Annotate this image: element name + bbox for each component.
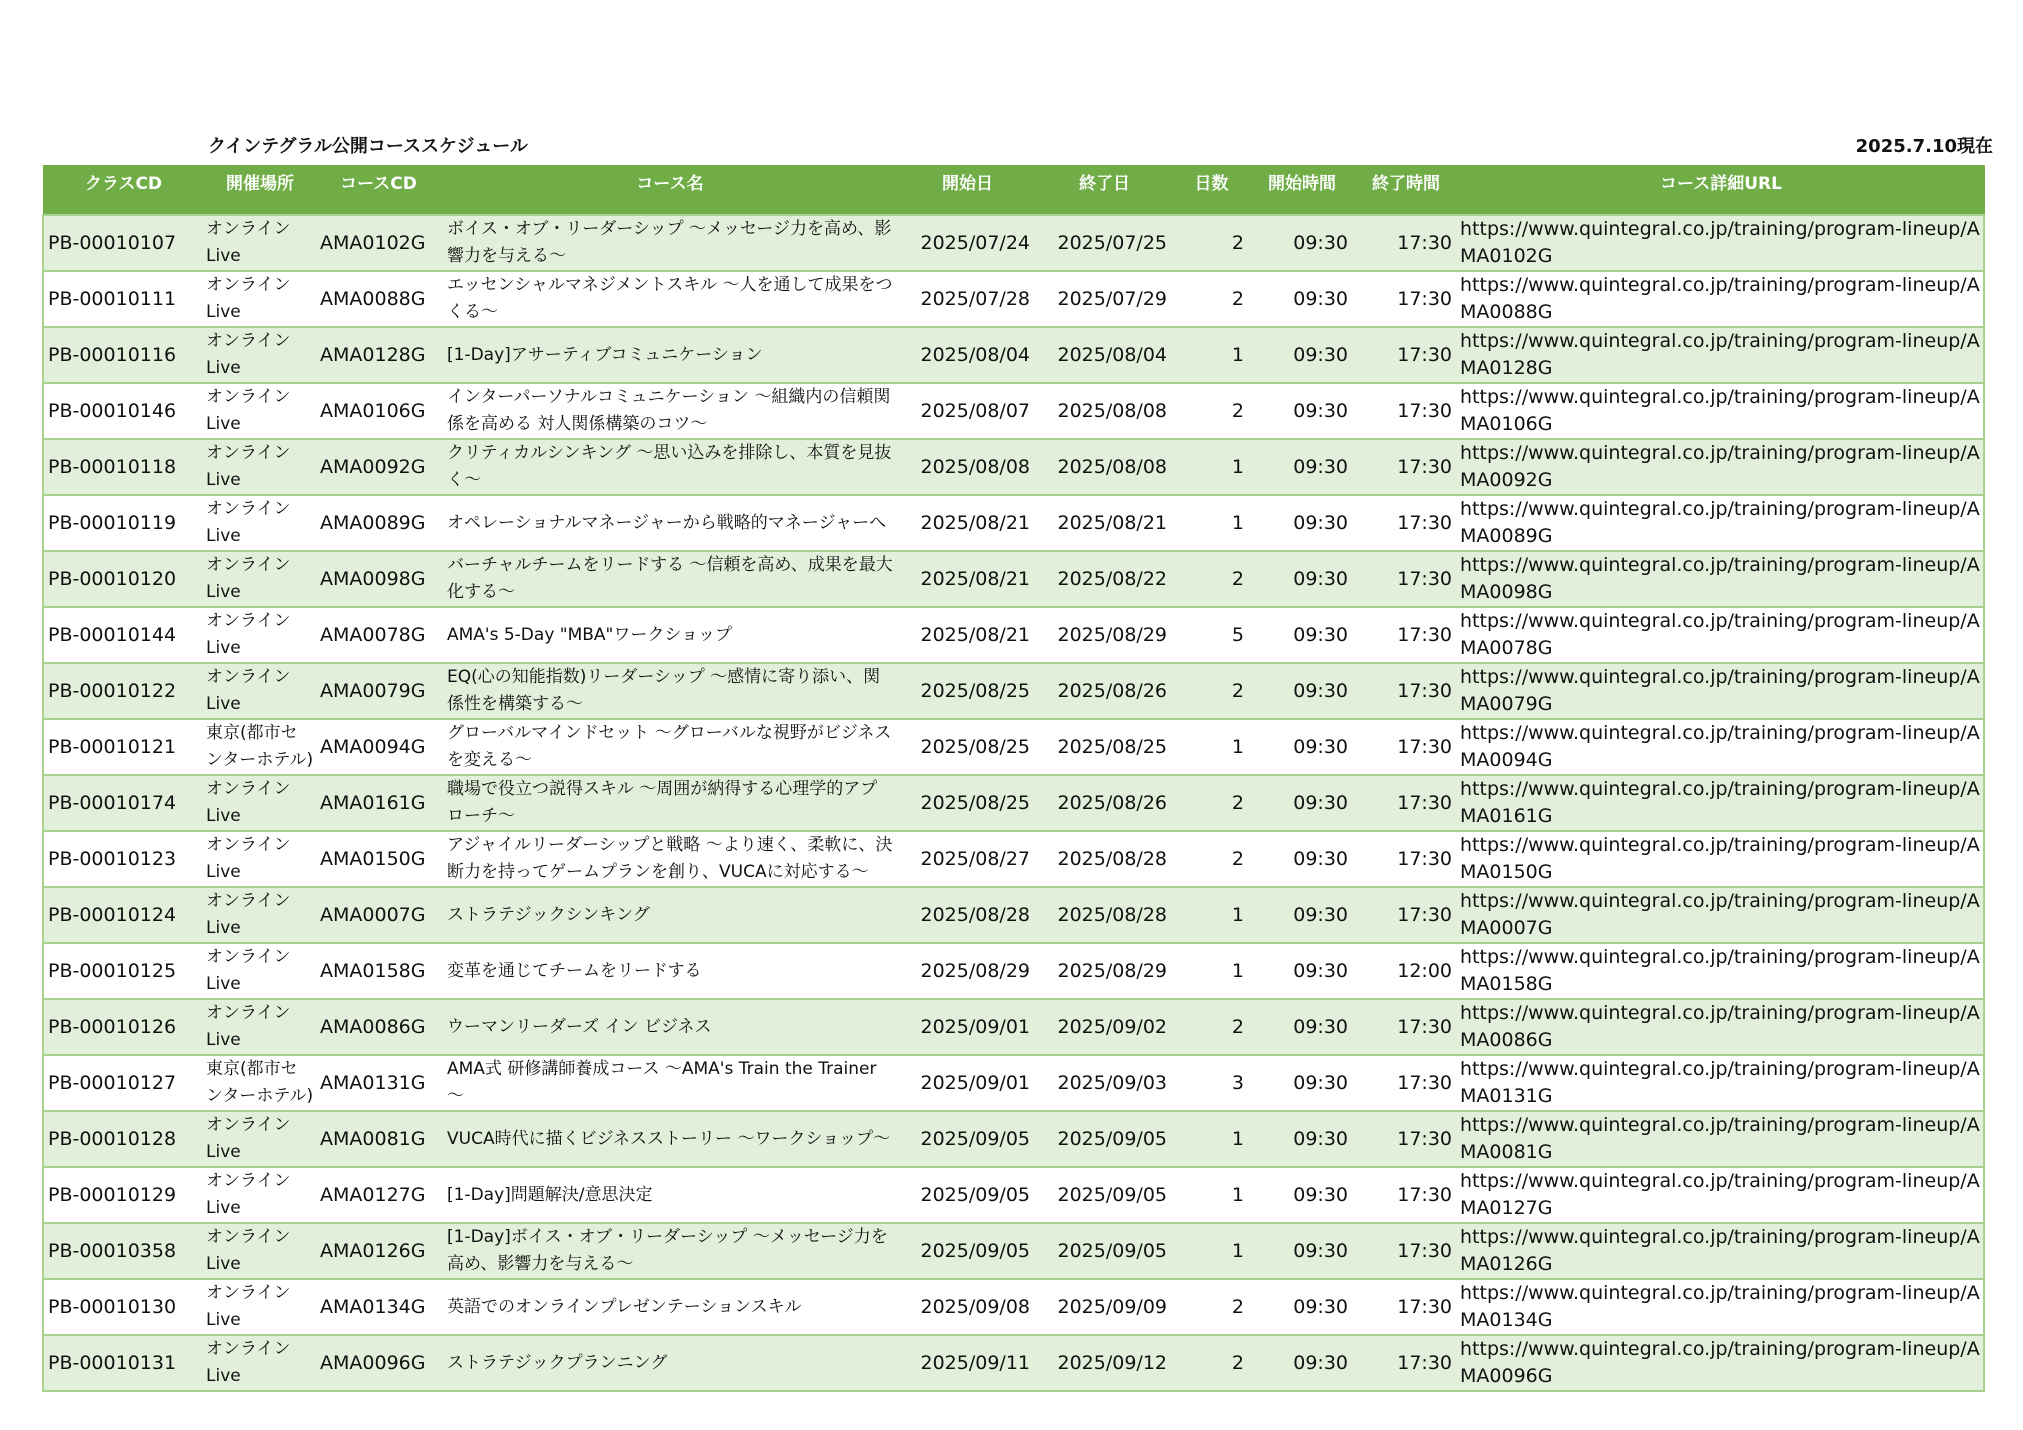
table-header-row bbox=[43, 165, 1984, 215]
start-time-cell: 09:30 bbox=[1250, 1279, 1354, 1335]
column-header-end-time: 終了時間 bbox=[1354, 165, 1458, 215]
end-time-cell: 17:30 bbox=[1354, 831, 1458, 887]
course-name-cell: バーチャルチームをリードする ～信頼を高め、成果を最大化する～ bbox=[441, 551, 899, 607]
end-date-cell: 2025/08/25 bbox=[1036, 719, 1173, 775]
end-date-cell: 2025/09/12 bbox=[1036, 1335, 1173, 1391]
days-cell: 2 bbox=[1173, 383, 1250, 439]
table-row bbox=[43, 1335, 1984, 1391]
course-url-link[interactable]: https://www.quintegral.co.jp/training/program-lineup/AMA0106G bbox=[1458, 383, 1984, 439]
end-time-cell: 12:00 bbox=[1354, 943, 1458, 999]
course-url-link[interactable]: https://www.quintegral.co.jp/training/program-lineup/AMA0081G bbox=[1458, 1111, 1984, 1167]
start-date-cell: 2025/08/28 bbox=[899, 887, 1036, 943]
column-header-venue: 開催場所 bbox=[204, 165, 316, 215]
course-cd-cell: AMA0079G bbox=[316, 663, 441, 719]
course-url-link[interactable]: https://www.quintegral.co.jp/training/program-lineup/AMA0088G bbox=[1458, 271, 1984, 327]
end-time-cell: 17:30 bbox=[1354, 887, 1458, 943]
course-cd-cell: AMA0086G bbox=[316, 999, 441, 1055]
column-header-url: コース詳細URL bbox=[1458, 165, 1984, 215]
end-date-cell: 2025/08/26 bbox=[1036, 663, 1173, 719]
start-date-cell: 2025/09/11 bbox=[899, 1335, 1036, 1391]
start-time-cell: 09:30 bbox=[1250, 999, 1354, 1055]
end-date-cell: 2025/08/28 bbox=[1036, 887, 1173, 943]
course-url-link[interactable]: https://www.quintegral.co.jp/training/program-lineup/AMA0131G bbox=[1458, 1055, 1984, 1111]
days-cell: 2 bbox=[1173, 551, 1250, 607]
start-date-cell: 2025/09/05 bbox=[899, 1167, 1036, 1223]
table-row bbox=[43, 439, 1984, 495]
course-cd-cell: AMA0150G bbox=[316, 831, 441, 887]
course-url-link[interactable]: https://www.quintegral.co.jp/training/program-lineup/AMA0126G bbox=[1458, 1223, 1984, 1279]
start-time-cell: 09:30 bbox=[1250, 495, 1354, 551]
column-header-start-date: 開始日 bbox=[899, 165, 1036, 215]
end-time-cell: 17:30 bbox=[1354, 271, 1458, 327]
end-date-cell: 2025/09/03 bbox=[1036, 1055, 1173, 1111]
table-row bbox=[43, 607, 1984, 663]
course-name-cell: EQ(心の知能指数)リーダーシップ ～感情に寄り添い、関係性を構築する～ bbox=[441, 663, 899, 719]
table-row bbox=[43, 999, 1984, 1055]
end-date-cell: 2025/08/21 bbox=[1036, 495, 1173, 551]
schedule-table bbox=[42, 165, 1985, 1392]
end-date-cell: 2025/08/26 bbox=[1036, 775, 1173, 831]
course-url-link[interactable]: https://www.quintegral.co.jp/training/program-lineup/AMA0128G bbox=[1458, 327, 1984, 383]
column-header-start-time: 開始時間 bbox=[1250, 165, 1354, 215]
start-time-cell: 09:30 bbox=[1250, 1055, 1354, 1111]
venue-cell: 東京(都市センターホテル) bbox=[204, 1055, 316, 1111]
course-name-cell: AMA式 研修講師養成コース ～AMA's Train the Trainer～ bbox=[441, 1055, 899, 1111]
start-date-cell: 2025/08/21 bbox=[899, 607, 1036, 663]
table-row bbox=[43, 831, 1984, 887]
venue-cell: オンライン Live bbox=[204, 999, 316, 1055]
table-row bbox=[43, 1223, 1984, 1279]
days-cell: 2 bbox=[1173, 1335, 1250, 1391]
days-cell: 2 bbox=[1173, 215, 1250, 271]
course-name-cell: AMA's 5-Day "MBA"ワークショップ bbox=[441, 607, 899, 663]
course-url-link[interactable]: https://www.quintegral.co.jp/training/program-lineup/AMA0150G bbox=[1458, 831, 1984, 887]
end-date-cell: 2025/07/25 bbox=[1036, 215, 1173, 271]
venue-cell: オンライン Live bbox=[204, 663, 316, 719]
start-time-cell: 09:30 bbox=[1250, 551, 1354, 607]
start-date-cell: 2025/08/25 bbox=[899, 663, 1036, 719]
end-date-cell: 2025/08/28 bbox=[1036, 831, 1173, 887]
end-time-cell: 17:30 bbox=[1354, 1111, 1458, 1167]
start-date-cell: 2025/09/01 bbox=[899, 999, 1036, 1055]
course-url-link[interactable]: https://www.quintegral.co.jp/training/program-lineup/AMA0134G bbox=[1458, 1279, 1984, 1335]
table-row bbox=[43, 775, 1984, 831]
course-name-cell: クリティカルシンキング ～思い込みを排除し、本質を見抜く～ bbox=[441, 439, 899, 495]
end-date-cell: 2025/09/02 bbox=[1036, 999, 1173, 1055]
course-name-cell: ストラテジックプランニング bbox=[441, 1335, 899, 1391]
course-url-link[interactable]: https://www.quintegral.co.jp/training/program-lineup/AMA0089G bbox=[1458, 495, 1984, 551]
class-cd-cell: PB-00010131 bbox=[43, 1335, 204, 1391]
table-row bbox=[43, 383, 1984, 439]
table-row bbox=[43, 327, 1984, 383]
class-cd-cell: PB-00010130 bbox=[43, 1279, 204, 1335]
end-time-cell: 17:30 bbox=[1354, 215, 1458, 271]
end-time-cell: 17:30 bbox=[1354, 327, 1458, 383]
course-name-cell: [1-Day]問題解決/意思決定 bbox=[441, 1167, 899, 1223]
end-time-cell: 17:30 bbox=[1354, 495, 1458, 551]
end-date-cell: 2025/09/05 bbox=[1036, 1167, 1173, 1223]
venue-cell: オンライン Live bbox=[204, 551, 316, 607]
course-name-cell: 英語でのオンラインプレゼンテーションスキル bbox=[441, 1279, 899, 1335]
class-cd-cell: PB-00010174 bbox=[43, 775, 204, 831]
end-time-cell: 17:30 bbox=[1354, 775, 1458, 831]
venue-cell: オンライン Live bbox=[204, 383, 316, 439]
course-name-cell: [1-Day]アサーティブコミュニケーション bbox=[441, 327, 899, 383]
class-cd-cell: PB-00010358 bbox=[43, 1223, 204, 1279]
days-cell: 1 bbox=[1173, 1223, 1250, 1279]
class-cd-cell: PB-00010122 bbox=[43, 663, 204, 719]
days-cell: 1 bbox=[1173, 495, 1250, 551]
start-date-cell: 2025/08/07 bbox=[899, 383, 1036, 439]
start-time-cell: 09:30 bbox=[1250, 215, 1354, 271]
end-time-cell: 17:30 bbox=[1354, 1223, 1458, 1279]
end-date-cell: 2025/08/29 bbox=[1036, 943, 1173, 999]
course-cd-cell: AMA0158G bbox=[316, 943, 441, 999]
end-time-cell: 17:30 bbox=[1354, 663, 1458, 719]
venue-cell: オンライン Live bbox=[204, 215, 316, 271]
course-url-link[interactable]: https://www.quintegral.co.jp/training/program-lineup/AMA0158G bbox=[1458, 943, 1984, 999]
end-time-cell: 17:30 bbox=[1354, 719, 1458, 775]
course-cd-cell: AMA0078G bbox=[316, 607, 441, 663]
table-row bbox=[43, 1167, 1984, 1223]
days-cell: 2 bbox=[1173, 1279, 1250, 1335]
course-url-link[interactable]: https://www.quintegral.co.jp/training/program-lineup/AMA0127G bbox=[1458, 1167, 1984, 1223]
course-url-link[interactable]: https://www.quintegral.co.jp/training/program-lineup/AMA0102G bbox=[1458, 215, 1984, 271]
course-name-cell: ウーマンリーダーズ イン ビジネス bbox=[441, 999, 899, 1055]
end-time-cell: 17:30 bbox=[1354, 1055, 1458, 1111]
column-header-end-date: 終了日 bbox=[1036, 165, 1173, 215]
venue-cell: オンライン Live bbox=[204, 1167, 316, 1223]
start-date-cell: 2025/08/25 bbox=[899, 775, 1036, 831]
end-date-cell: 2025/08/29 bbox=[1036, 607, 1173, 663]
table-row bbox=[43, 1111, 1984, 1167]
course-cd-cell: AMA0106G bbox=[316, 383, 441, 439]
schedule-table-body bbox=[43, 215, 1984, 1391]
class-cd-cell: PB-00010128 bbox=[43, 1111, 204, 1167]
table-row bbox=[43, 719, 1984, 775]
end-date-cell: 2025/08/04 bbox=[1036, 327, 1173, 383]
days-cell: 1 bbox=[1173, 1111, 1250, 1167]
table-row bbox=[43, 1055, 1984, 1111]
class-cd-cell: PB-00010125 bbox=[43, 943, 204, 999]
course-url-link[interactable]: https://www.quintegral.co.jp/training/program-lineup/AMA0161G bbox=[1458, 775, 1984, 831]
class-cd-cell: PB-00010123 bbox=[43, 831, 204, 887]
venue-cell: オンライン Live bbox=[204, 439, 316, 495]
course-cd-cell: AMA0126G bbox=[316, 1223, 441, 1279]
table-row bbox=[43, 215, 1984, 271]
start-time-cell: 09:30 bbox=[1250, 1335, 1354, 1391]
days-cell: 1 bbox=[1173, 943, 1250, 999]
start-date-cell: 2025/07/28 bbox=[899, 271, 1036, 327]
venue-cell: オンライン Live bbox=[204, 327, 316, 383]
course-name-cell: ストラテジックシンキング bbox=[441, 887, 899, 943]
class-cd-cell: PB-00010118 bbox=[43, 439, 204, 495]
end-time-cell: 17:30 bbox=[1354, 551, 1458, 607]
end-date-cell: 2025/08/08 bbox=[1036, 439, 1173, 495]
days-cell: 2 bbox=[1173, 999, 1250, 1055]
start-time-cell: 09:30 bbox=[1250, 607, 1354, 663]
venue-cell: オンライン Live bbox=[204, 495, 316, 551]
venue-cell: オンライン Live bbox=[204, 1111, 316, 1167]
days-cell: 3 bbox=[1173, 1055, 1250, 1111]
venue-cell: 東京(都市センターホテル) bbox=[204, 719, 316, 775]
course-url-link[interactable]: https://www.quintegral.co.jp/training/program-lineup/AMA0092G bbox=[1458, 439, 1984, 495]
start-time-cell: 09:30 bbox=[1250, 775, 1354, 831]
start-time-cell: 09:30 bbox=[1250, 1223, 1354, 1279]
class-cd-cell: PB-00010120 bbox=[43, 551, 204, 607]
end-time-cell: 17:30 bbox=[1354, 383, 1458, 439]
start-date-cell: 2025/08/21 bbox=[899, 495, 1036, 551]
days-cell: 2 bbox=[1173, 271, 1250, 327]
start-time-cell: 09:30 bbox=[1250, 1111, 1354, 1167]
course-url-link[interactable]: https://www.quintegral.co.jp/training/program-lineup/AMA0096G bbox=[1458, 1335, 1984, 1391]
end-date-cell: 2025/08/22 bbox=[1036, 551, 1173, 607]
course-cd-cell: AMA0007G bbox=[316, 887, 441, 943]
course-name-cell: [1-Day]ボイス・オブ・リーダーシップ ～メッセージ力を高め、影響力を与える～ bbox=[441, 1223, 899, 1279]
class-cd-cell: PB-00010146 bbox=[43, 383, 204, 439]
class-cd-cell: PB-00010127 bbox=[43, 1055, 204, 1111]
start-time-cell: 09:30 bbox=[1250, 383, 1354, 439]
end-date-cell: 2025/09/05 bbox=[1036, 1223, 1173, 1279]
course-name-cell: インターパーソナルコミュニケーション ～組織内の信頼関係を高める 対人関係構築のコツ～ bbox=[441, 383, 899, 439]
column-header-course-name: コース名 bbox=[441, 165, 899, 215]
start-date-cell: 2025/07/24 bbox=[899, 215, 1036, 271]
days-cell: 1 bbox=[1173, 439, 1250, 495]
course-cd-cell: AMA0131G bbox=[316, 1055, 441, 1111]
column-header-course-cd: コースCD bbox=[316, 165, 441, 215]
start-time-cell: 09:30 bbox=[1250, 1167, 1354, 1223]
end-date-cell: 2025/09/05 bbox=[1036, 1111, 1173, 1167]
course-cd-cell: AMA0088G bbox=[316, 271, 441, 327]
end-date-cell: 2025/07/29 bbox=[1036, 271, 1173, 327]
venue-cell: オンライン Live bbox=[204, 1335, 316, 1391]
end-date-cell: 2025/08/08 bbox=[1036, 383, 1173, 439]
venue-cell: オンライン Live bbox=[204, 887, 316, 943]
days-cell: 2 bbox=[1173, 663, 1250, 719]
days-cell: 5 bbox=[1173, 607, 1250, 663]
end-time-cell: 17:30 bbox=[1354, 1279, 1458, 1335]
course-name-cell: エッセンシャルマネジメントスキル ～人を通して成果をつくる～ bbox=[441, 271, 899, 327]
start-time-cell: 09:30 bbox=[1250, 719, 1354, 775]
class-cd-cell: PB-00010121 bbox=[43, 719, 204, 775]
start-date-cell: 2025/08/25 bbox=[899, 719, 1036, 775]
document-title: クインテグラル公開コーススケジュール bbox=[208, 136, 528, 157]
course-url-link[interactable]: https://www.quintegral.co.jp/training/program-lineup/AMA0007G bbox=[1458, 887, 1984, 943]
days-cell: 1 bbox=[1173, 327, 1250, 383]
course-url-link[interactable]: https://www.quintegral.co.jp/training/program-lineup/AMA0078G bbox=[1458, 607, 1984, 663]
start-date-cell: 2025/08/29 bbox=[899, 943, 1036, 999]
course-name-cell: オペレーショナルマネージャーから戦略的マネージャーへ bbox=[441, 495, 899, 551]
class-cd-cell: PB-00010119 bbox=[43, 495, 204, 551]
end-time-cell: 17:30 bbox=[1354, 999, 1458, 1055]
course-cd-cell: AMA0102G bbox=[316, 215, 441, 271]
start-time-cell: 09:30 bbox=[1250, 887, 1354, 943]
venue-cell: オンライン Live bbox=[204, 831, 316, 887]
class-cd-cell: PB-00010129 bbox=[43, 1167, 204, 1223]
days-cell: 1 bbox=[1173, 887, 1250, 943]
days-cell: 2 bbox=[1173, 831, 1250, 887]
course-cd-cell: AMA0094G bbox=[316, 719, 441, 775]
course-url-link[interactable]: https://www.quintegral.co.jp/training/program-lineup/AMA0079G bbox=[1458, 663, 1984, 719]
course-cd-cell: AMA0098G bbox=[316, 551, 441, 607]
table-row bbox=[43, 1279, 1984, 1335]
column-header-days: 日数 bbox=[1173, 165, 1250, 215]
end-time-cell: 17:30 bbox=[1354, 607, 1458, 663]
class-cd-cell: PB-00010144 bbox=[43, 607, 204, 663]
days-cell: 1 bbox=[1173, 719, 1250, 775]
start-date-cell: 2025/08/27 bbox=[899, 831, 1036, 887]
start-date-cell: 2025/09/05 bbox=[899, 1111, 1036, 1167]
course-cd-cell: AMA0081G bbox=[316, 1111, 441, 1167]
start-time-cell: 09:30 bbox=[1250, 943, 1354, 999]
start-time-cell: 09:30 bbox=[1250, 327, 1354, 383]
end-time-cell: 17:30 bbox=[1354, 1335, 1458, 1391]
course-cd-cell: AMA0092G bbox=[316, 439, 441, 495]
start-date-cell: 2025/08/08 bbox=[899, 439, 1036, 495]
end-time-cell: 17:30 bbox=[1354, 439, 1458, 495]
end-date-cell: 2025/09/09 bbox=[1036, 1279, 1173, 1335]
end-time-cell: 17:30 bbox=[1354, 1167, 1458, 1223]
venue-cell: オンライン Live bbox=[204, 775, 316, 831]
table-row bbox=[43, 943, 1984, 999]
start-time-cell: 09:30 bbox=[1250, 271, 1354, 327]
course-cd-cell: AMA0128G bbox=[316, 327, 441, 383]
course-url-link[interactable]: https://www.quintegral.co.jp/training/program-lineup/AMA0086G bbox=[1458, 999, 1984, 1055]
start-date-cell: 2025/08/21 bbox=[899, 551, 1036, 607]
course-cd-cell: AMA0089G bbox=[316, 495, 441, 551]
class-cd-cell: PB-00010126 bbox=[43, 999, 204, 1055]
start-date-cell: 2025/09/05 bbox=[899, 1223, 1036, 1279]
start-date-cell: 2025/09/01 bbox=[899, 1055, 1036, 1111]
table-row bbox=[43, 495, 1984, 551]
class-cd-cell: PB-00010111 bbox=[43, 271, 204, 327]
start-time-cell: 09:30 bbox=[1250, 831, 1354, 887]
column-header-class-cd: クラスCD bbox=[43, 165, 204, 215]
course-url-link[interactable]: https://www.quintegral.co.jp/training/program-lineup/AMA0098G bbox=[1458, 551, 1984, 607]
course-name-cell: アジャイルリーダーシップと戦略 ～より速く、柔軟に、決断力を持ってゲームプランを創り、VUCAに対応する～ bbox=[441, 831, 899, 887]
days-cell: 2 bbox=[1173, 775, 1250, 831]
course-cd-cell: AMA0096G bbox=[316, 1335, 441, 1391]
course-cd-cell: AMA0127G bbox=[316, 1167, 441, 1223]
start-time-cell: 09:30 bbox=[1250, 439, 1354, 495]
venue-cell: オンライン Live bbox=[204, 943, 316, 999]
as-of-date: 2025.7.10現在 bbox=[1855, 136, 1993, 157]
table-row bbox=[43, 887, 1984, 943]
course-cd-cell: AMA0161G bbox=[316, 775, 441, 831]
venue-cell: オンライン Live bbox=[204, 1279, 316, 1335]
venue-cell: オンライン Live bbox=[204, 607, 316, 663]
days-cell: 1 bbox=[1173, 1167, 1250, 1223]
course-cd-cell: AMA0134G bbox=[316, 1279, 441, 1335]
class-cd-cell: PB-00010116 bbox=[43, 327, 204, 383]
class-cd-cell: PB-00010124 bbox=[43, 887, 204, 943]
table-row bbox=[43, 663, 1984, 719]
course-name-cell: ボイス・オブ・リーダーシップ ～メッセージ力を高め、影響力を与える～ bbox=[441, 215, 899, 271]
course-name-cell: 変革を通じてチームをリードする bbox=[441, 943, 899, 999]
start-date-cell: 2025/08/04 bbox=[899, 327, 1036, 383]
table-row bbox=[43, 551, 1984, 607]
course-url-link[interactable]: https://www.quintegral.co.jp/training/program-lineup/AMA0094G bbox=[1458, 719, 1984, 775]
table-row bbox=[43, 271, 1984, 327]
venue-cell: オンライン Live bbox=[204, 271, 316, 327]
start-date-cell: 2025/09/08 bbox=[899, 1279, 1036, 1335]
course-name-cell: 職場で役立つ説得スキル ～周囲が納得する心理学的アプローチ～ bbox=[441, 775, 899, 831]
class-cd-cell: PB-00010107 bbox=[43, 215, 204, 271]
course-name-cell: グローバルマインドセット ～グローバルな視野がビジネスを変える～ bbox=[441, 719, 899, 775]
venue-cell: オンライン Live bbox=[204, 1223, 316, 1279]
course-name-cell: VUCA時代に描くビジネスストーリー ～ワークショップ～ bbox=[441, 1111, 899, 1167]
start-time-cell: 09:30 bbox=[1250, 663, 1354, 719]
